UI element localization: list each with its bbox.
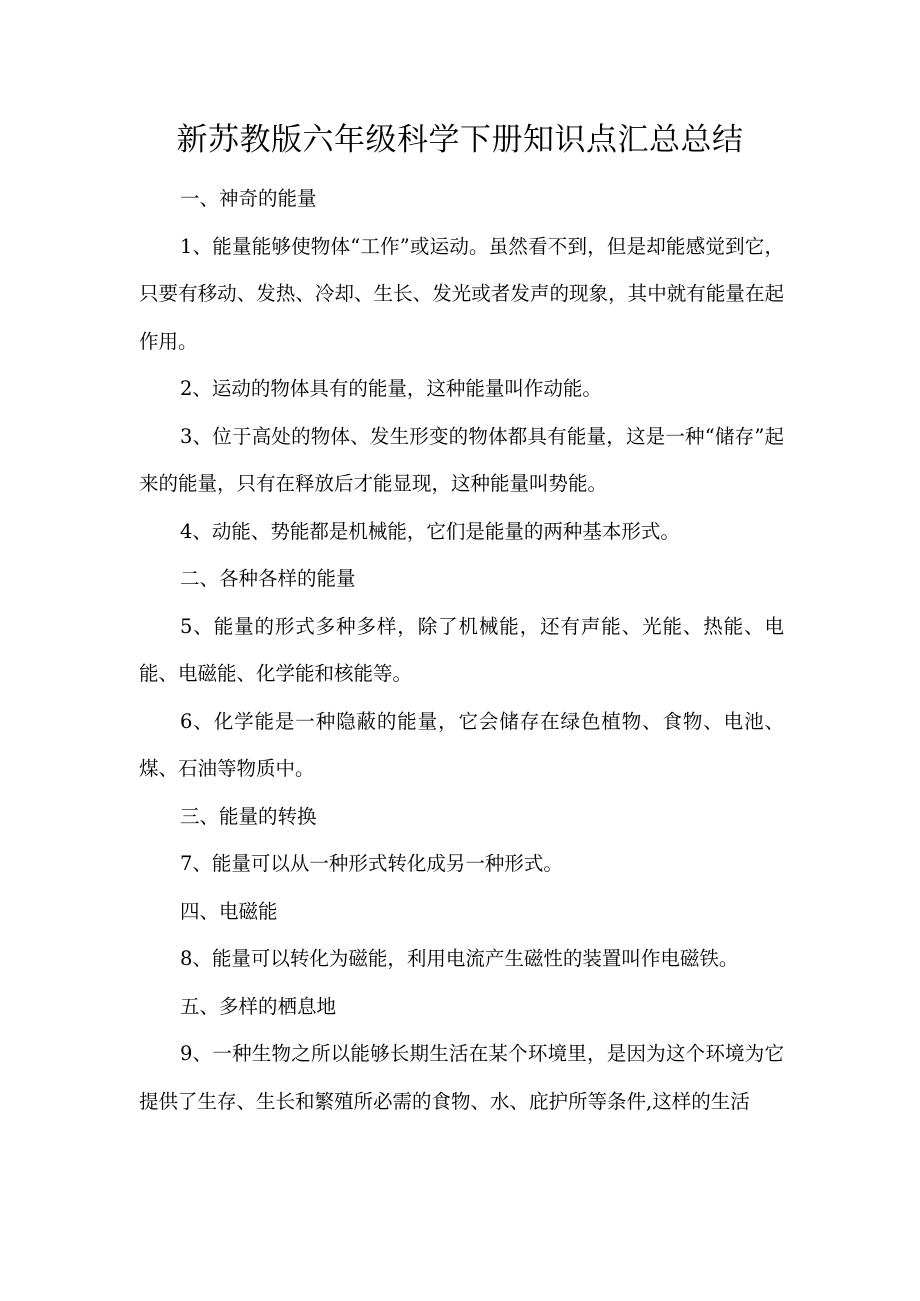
section-heading-2: 二、各种各样的能量 [180, 567, 356, 590]
paragraph-5: 5、能量的形式多种多样，除了机械能，还有声能、光能、热能、电能、电磁能、化学能和核能等。 [139, 614, 784, 685]
document-body [139, 175, 784, 1125]
section-heading-3: 三、能量的转换 [180, 804, 317, 828]
section-heading-1: 一、神奇的能量 [180, 187, 317, 210]
section-heading-5: 五、多样的栖息地 [180, 994, 337, 1018]
paragraph-1: 1、能量能够使物体“工作”或运动。虽然看不到，但是却能感觉到它，只要有移动、发热、冷却、生长、发光或者发声的现象，其中就有能量在起作用。 [139, 234, 784, 353]
section-heading-4: 四、电磁能 [180, 899, 278, 923]
paragraph-7: 7、能量可以从一种形式转化成另一种形式。 [180, 852, 563, 875]
paragraph-3: 3、位于高处的物体、发生形变的物体都具有能量，这是一种“储存”起来的能量，只有在释放后才能显现，这种能量叫势能。 [139, 424, 784, 495]
paragraph-4: 4、动能、势能都是机械能，它们是能量的两种基本形式。 [180, 519, 680, 543]
paragraph-9: 9、一种生物之所以能够长期生活在某个环境里，是因为这个环境为它提供了生存、生长和繁殖所必需的食物、水、庇护所等条件,这样的生活 [139, 1042, 784, 1113]
paragraph-8: 8、能量可以转化为磁能，利用电流产生磁性的装置叫作电磁铁。 [180, 947, 739, 970]
paragraph-2: 2、运动的物体具有的能量，这种能量叫作动能。 [180, 377, 602, 400]
paragraph-6: 6、化学能是一种隐蔽的能量，它会储存在绿色植物、食物、电池、煤、石油等物质中。 [139, 709, 784, 780]
document-title: 新苏教版六年级科学下册知识点汇总总结 [176, 122, 744, 158]
